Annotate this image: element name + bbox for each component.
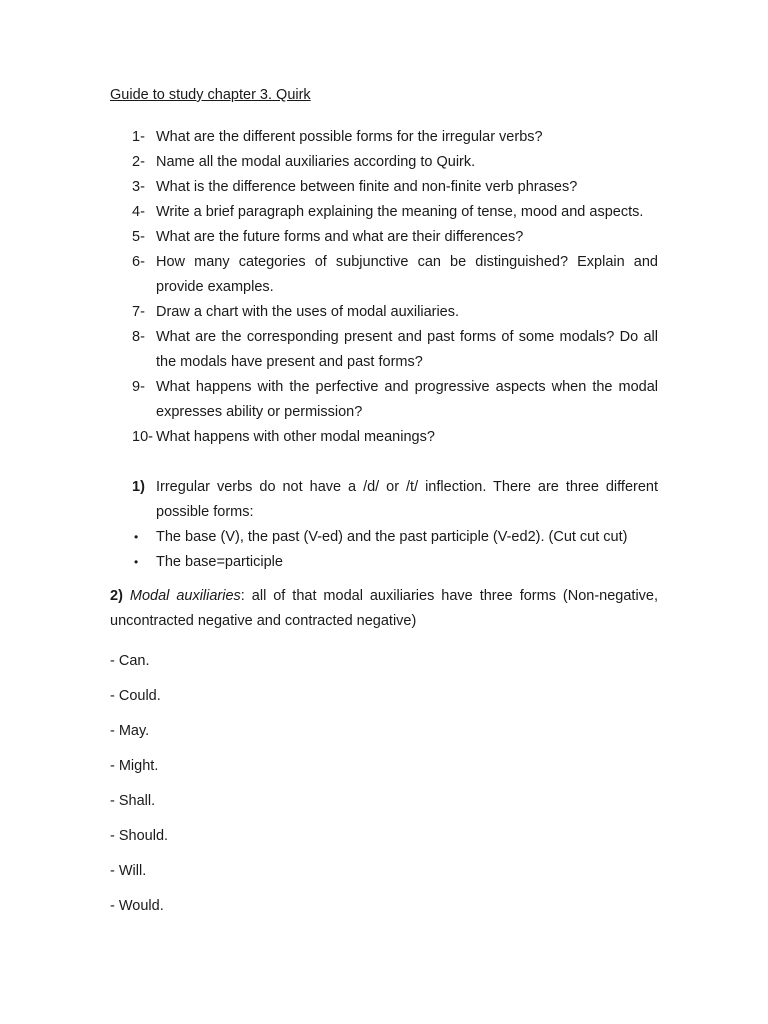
modal-item: - Could. xyxy=(110,687,161,704)
modal-item: - Will. xyxy=(110,862,147,879)
question-text: What are the corresponding present and past forms of some modals? Do all the modals have present and past forms? xyxy=(156,329,658,370)
modal-list xyxy=(110,649,658,929)
question-number: 4- xyxy=(132,204,145,220)
question-item xyxy=(110,175,658,200)
modal-item: - Can. xyxy=(110,652,150,669)
question-item xyxy=(110,425,658,450)
answer-1-marker: 1) xyxy=(132,479,145,495)
question-number: 9- xyxy=(132,379,145,395)
bullet-icon: • xyxy=(134,530,139,544)
question-item xyxy=(110,375,658,425)
answer-2-marker: 2) xyxy=(110,588,123,604)
answer-2-term: Modal auxiliaries xyxy=(129,588,241,604)
question-item xyxy=(110,125,658,150)
question-text: What is the difference between finite and non-finite verb phrases? xyxy=(156,179,578,195)
modal-item: - Shall. xyxy=(110,792,156,809)
question-number: 7- xyxy=(132,304,145,320)
question-number: 3- xyxy=(132,179,145,195)
bullet-text: The base (V), the past (V-ed) and the past participle (V-ed2). (Cut cut cut) xyxy=(156,529,628,545)
bullet-icon: • xyxy=(134,555,139,569)
answer-2 xyxy=(110,584,658,634)
answer-1-text: Irregular verbs do not have a /d/ or /t/ inflection. There are three different possible forms: xyxy=(156,479,658,520)
question-number: 6- xyxy=(132,254,145,270)
question-text: Write a brief paragraph explaining the meaning of tense, mood and aspects. xyxy=(156,204,644,220)
question-text: What happens with other modal meanings? xyxy=(156,429,435,445)
modal-item: - Should. xyxy=(110,827,169,844)
modal-item: - Might. xyxy=(110,757,159,774)
question-number: 10- xyxy=(132,429,153,445)
question-number: 2- xyxy=(132,154,145,170)
question-item xyxy=(110,200,658,225)
question-item xyxy=(110,150,658,175)
question-text: What are the future forms and what are their differences? xyxy=(156,229,524,245)
answer-1-intro xyxy=(110,475,658,525)
question-number: 5- xyxy=(132,229,145,245)
question-text: What happens with the perfective and progressive aspects when the modal expresses ability or permission? xyxy=(156,379,658,420)
question-number: 8- xyxy=(132,329,145,345)
question-item xyxy=(110,225,658,250)
question-item xyxy=(110,300,658,325)
page-title: Guide to study chapter 3. Quirk xyxy=(110,87,311,103)
answer-1 xyxy=(110,475,658,575)
question-text: What are the different possible forms for the irregular verbs? xyxy=(156,129,543,145)
question-text: Draw a chart with the uses of modal auxiliaries. xyxy=(156,304,460,320)
bullet-item xyxy=(110,550,658,575)
answer-2-text: : all of that modal auxiliaries have three forms (Non-negative, uncontracted negative and contracted negative) xyxy=(110,588,659,629)
question-number: 1- xyxy=(132,129,145,145)
question-item xyxy=(110,250,658,300)
question-text: Name all the modal auxiliaries according to Quirk. xyxy=(156,154,476,170)
question-text: How many categories of subjunctive can be distinguished? Explain and provide examples. xyxy=(156,254,658,295)
question-item xyxy=(110,325,658,375)
question-list xyxy=(110,125,658,450)
modal-item: - Would. xyxy=(110,897,164,914)
bullet-text: The base=participle xyxy=(156,554,283,570)
bullet-item xyxy=(110,525,658,550)
modal-item: - May. xyxy=(110,722,150,739)
